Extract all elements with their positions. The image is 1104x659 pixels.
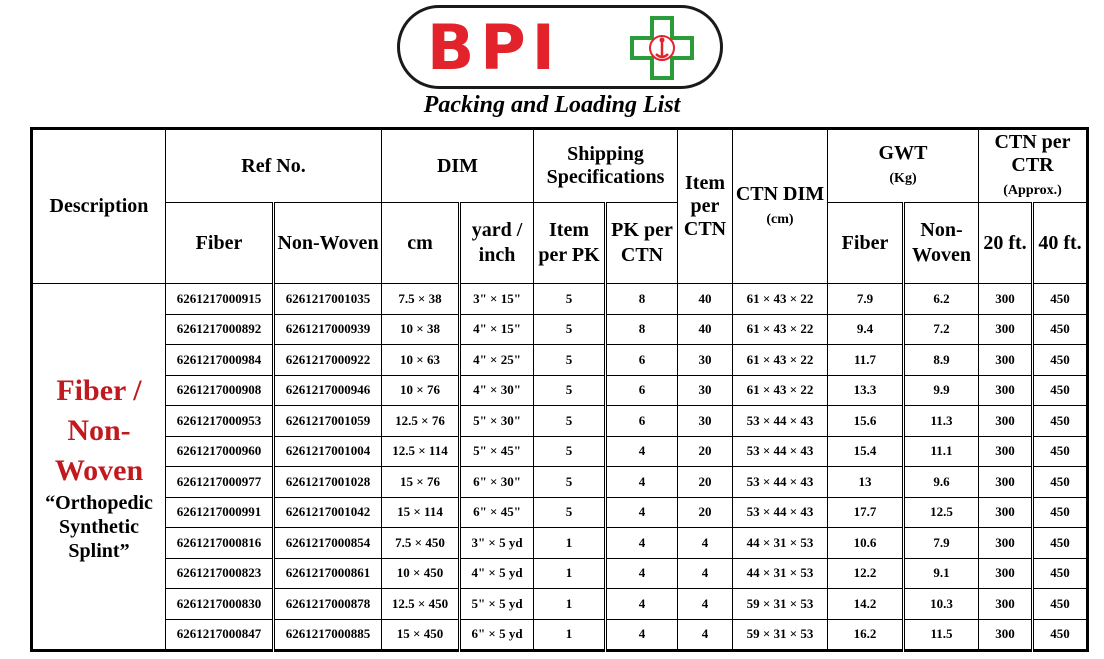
cell-gwt-non-woven: 11.1 bbox=[904, 436, 979, 467]
cell-dim-yard-inch: 6" × 45" bbox=[460, 497, 534, 528]
table-row bbox=[32, 558, 1088, 589]
cell-item-per-pk: 5 bbox=[534, 497, 606, 528]
cell-ref-non-woven: 6261217000878 bbox=[274, 589, 382, 620]
cell-dim-cm: 12.5 × 76 bbox=[382, 406, 460, 437]
header-ref-fiber: Fiber bbox=[166, 203, 274, 284]
cell-ctn-40ft: 450 bbox=[1033, 589, 1088, 620]
cell-ref-fiber: 6261217000915 bbox=[166, 284, 274, 315]
cell-dim-yard-inch: 6" × 30" bbox=[460, 467, 534, 498]
cell-ctn-dim: 44 × 31 × 53 bbox=[733, 528, 828, 559]
cell-dim-cm: 7.5 × 450 bbox=[382, 528, 460, 559]
cell-dim-yard-inch: 6" × 5 yd bbox=[460, 619, 534, 651]
cell-ctn-40ft: 450 bbox=[1033, 558, 1088, 589]
cell-ctn-40ft: 450 bbox=[1033, 314, 1088, 345]
cell-pk-per-ctn: 4 bbox=[606, 528, 678, 559]
cell-pk-per-ctn: 4 bbox=[606, 558, 678, 589]
medical-cross-icon bbox=[630, 16, 694, 80]
cell-ctn-40ft: 450 bbox=[1033, 619, 1088, 651]
cell-ref-non-woven: 6261217000946 bbox=[274, 375, 382, 406]
cell-ctn-20ft: 300 bbox=[979, 528, 1033, 559]
cell-item-per-pk: 1 bbox=[534, 619, 606, 651]
header-ctn-per-ctr-label: CTN per CTR bbox=[994, 130, 1071, 176]
cell-ref-non-woven: 6261217001004 bbox=[274, 436, 382, 467]
cell-dim-yard-inch: 5" × 30" bbox=[460, 406, 534, 437]
cell-ref-fiber: 6261217000892 bbox=[166, 314, 274, 345]
table-row bbox=[32, 528, 1088, 559]
cell-ctn-20ft: 300 bbox=[979, 375, 1033, 406]
cell-ctn-dim: 61 × 43 × 22 bbox=[733, 284, 828, 315]
header-20ft: 20 ft. bbox=[979, 203, 1033, 284]
cell-dim-yard-inch: 5" × 45" bbox=[460, 436, 534, 467]
header-ctn-dim bbox=[733, 129, 828, 284]
table-body bbox=[32, 284, 1088, 651]
cell-ref-fiber: 6261217000908 bbox=[166, 375, 274, 406]
cell-ref-fiber: 6261217000991 bbox=[166, 497, 274, 528]
cell-ctn-dim: 61 × 43 × 22 bbox=[733, 345, 828, 376]
cell-dim-cm: 7.5 × 38 bbox=[382, 284, 460, 315]
cell-dim-cm: 10 × 76 bbox=[382, 375, 460, 406]
cell-item-per-pk: 1 bbox=[534, 589, 606, 620]
description-sub: “Orthopedic Synthetic Splint” bbox=[45, 491, 153, 562]
table-row bbox=[32, 436, 1088, 467]
cell-ctn-20ft: 300 bbox=[979, 558, 1033, 589]
header-ctn-dim-label: CTN DIM bbox=[735, 182, 825, 205]
header-gwt-unit: (Kg) bbox=[889, 171, 917, 186]
cell-gwt-fiber: 13 bbox=[828, 467, 904, 498]
cell-ctn-dim: 44 × 31 × 53 bbox=[733, 558, 828, 589]
header-40ft: 40 ft. bbox=[1033, 203, 1088, 284]
document-title: Packing and Loading List bbox=[423, 92, 681, 118]
cell-ref-fiber: 6261217000977 bbox=[166, 467, 274, 498]
cell-ctn-dim: 53 × 44 × 43 bbox=[733, 497, 828, 528]
cell-ctn-dim: 53 × 44 × 43 bbox=[733, 467, 828, 498]
cell-dim-yard-inch: 4" × 5 yd bbox=[460, 558, 534, 589]
cell-ctn-40ft: 450 bbox=[1033, 497, 1088, 528]
cell-gwt-non-woven: 9.9 bbox=[904, 375, 979, 406]
cell-gwt-non-woven: 7.2 bbox=[904, 314, 979, 345]
cell-ctn-40ft: 450 bbox=[1033, 406, 1088, 437]
table-row bbox=[32, 619, 1088, 651]
cell-pk-per-ctn: 6 bbox=[606, 345, 678, 376]
header-shipping: Shipping Specifications bbox=[534, 129, 678, 203]
cell-pk-per-ctn: 8 bbox=[606, 314, 678, 345]
header-ctn-per-ctr-note: (Approx.) bbox=[1003, 182, 1062, 198]
cell-gwt-non-woven: 8.9 bbox=[904, 345, 979, 376]
cell-item-per-ctn: 20 bbox=[678, 497, 733, 528]
cell-gwt-non-woven: 9.6 bbox=[904, 467, 979, 498]
cell-gwt-non-woven: 9.1 bbox=[904, 558, 979, 589]
cell-ref-non-woven: 6261217001028 bbox=[274, 467, 382, 498]
cell-ref-fiber: 6261217000823 bbox=[166, 558, 274, 589]
cell-ref-non-woven: 6261217001035 bbox=[274, 284, 382, 315]
cell-gwt-non-woven: 6.2 bbox=[904, 284, 979, 315]
cell-ref-fiber: 6261217000816 bbox=[166, 528, 274, 559]
cell-gwt-fiber: 13.3 bbox=[828, 375, 904, 406]
table-row bbox=[32, 589, 1088, 620]
description-cell bbox=[32, 284, 166, 651]
cell-item-per-ctn: 20 bbox=[678, 467, 733, 498]
header-ref-no: Ref No. bbox=[166, 129, 382, 203]
header-item-per-pk: Item per PK bbox=[534, 203, 606, 284]
table-row bbox=[32, 497, 1088, 528]
cell-gwt-fiber: 17.7 bbox=[828, 497, 904, 528]
cell-gwt-fiber: 9.4 bbox=[828, 314, 904, 345]
header-pk-per-ctn: PK per CTN bbox=[606, 203, 678, 284]
cell-gwt-non-woven: 11.5 bbox=[904, 619, 979, 651]
cell-item-per-pk: 5 bbox=[534, 467, 606, 498]
cell-ref-non-woven: 6261217000885 bbox=[274, 619, 382, 651]
cell-ctn-20ft: 300 bbox=[979, 314, 1033, 345]
cell-dim-cm: 12.5 × 450 bbox=[382, 589, 460, 620]
header-ref-non-woven: Non-Woven bbox=[274, 203, 382, 284]
header-dim-cm: cm bbox=[382, 203, 460, 284]
cell-item-per-ctn: 4 bbox=[678, 558, 733, 589]
cell-ctn-20ft: 300 bbox=[979, 619, 1033, 651]
cell-ctn-20ft: 300 bbox=[979, 436, 1033, 467]
cell-gwt-fiber: 7.9 bbox=[828, 284, 904, 315]
cell-ctn-dim: 53 × 44 × 43 bbox=[733, 436, 828, 467]
cell-dim-yard-inch: 3" × 5 yd bbox=[460, 528, 534, 559]
header-description: Description bbox=[32, 129, 166, 284]
cell-pk-per-ctn: 4 bbox=[606, 497, 678, 528]
packing-list-table bbox=[30, 127, 1089, 652]
cell-item-per-pk: 5 bbox=[534, 314, 606, 345]
header-dim-yard-inch: yard / inch bbox=[460, 203, 534, 284]
cell-dim-yard-inch: 5" × 5 yd bbox=[460, 589, 534, 620]
cell-item-per-pk: 5 bbox=[534, 406, 606, 437]
cell-gwt-fiber: 14.2 bbox=[828, 589, 904, 620]
cell-item-per-pk: 1 bbox=[534, 528, 606, 559]
cell-ref-non-woven: 6261217000922 bbox=[274, 345, 382, 376]
cell-gwt-fiber: 15.6 bbox=[828, 406, 904, 437]
description-main: Fiber / Non-Woven bbox=[54, 373, 144, 487]
cell-ctn-20ft: 300 bbox=[979, 284, 1033, 315]
table-row bbox=[32, 314, 1088, 345]
cell-item-per-pk: 5 bbox=[534, 284, 606, 315]
cell-ctn-20ft: 300 bbox=[979, 589, 1033, 620]
header-item-per-ctn: Item per CTN bbox=[678, 129, 733, 284]
cell-ctn-40ft: 450 bbox=[1033, 528, 1088, 559]
cell-pk-per-ctn: 6 bbox=[606, 375, 678, 406]
cell-dim-cm: 10 × 450 bbox=[382, 558, 460, 589]
cell-gwt-fiber: 10.6 bbox=[828, 528, 904, 559]
cell-pk-per-ctn: 4 bbox=[606, 436, 678, 467]
cell-ctn-40ft: 450 bbox=[1033, 436, 1088, 467]
cell-ref-fiber: 6261217000984 bbox=[166, 345, 274, 376]
cell-gwt-non-woven: 7.9 bbox=[904, 528, 979, 559]
cell-ctn-20ft: 300 bbox=[979, 345, 1033, 376]
brand-logo bbox=[397, 5, 723, 89]
table-row bbox=[32, 375, 1088, 406]
table-row bbox=[32, 406, 1088, 437]
cell-dim-cm: 15 × 114 bbox=[382, 497, 460, 528]
cell-ref-fiber: 6261217000960 bbox=[166, 436, 274, 467]
header-gwt bbox=[828, 129, 979, 203]
cell-dim-cm: 10 × 63 bbox=[382, 345, 460, 376]
cell-item-per-ctn: 30 bbox=[678, 345, 733, 376]
cell-ctn-20ft: 300 bbox=[979, 406, 1033, 437]
cell-ctn-dim: 53 × 44 × 43 bbox=[733, 406, 828, 437]
cell-pk-per-ctn: 6 bbox=[606, 406, 678, 437]
cell-ctn-dim: 61 × 43 × 22 bbox=[733, 314, 828, 345]
header-ctn-per-ctr bbox=[979, 129, 1088, 203]
cell-dim-yard-inch: 4" × 25" bbox=[460, 345, 534, 376]
brand-logo-text: BPI bbox=[427, 11, 561, 84]
cell-ctn-40ft: 450 bbox=[1033, 345, 1088, 376]
cell-ctn-dim: 59 × 31 × 53 bbox=[733, 619, 828, 651]
cell-item-per-pk: 5 bbox=[534, 375, 606, 406]
cell-ref-fiber: 6261217000830 bbox=[166, 589, 274, 620]
cell-dim-yard-inch: 4" × 15" bbox=[460, 314, 534, 345]
header-gwt-label: GWT bbox=[878, 142, 928, 164]
cell-gwt-fiber: 16.2 bbox=[828, 619, 904, 651]
cell-item-per-ctn: 4 bbox=[678, 619, 733, 651]
cell-ref-non-woven: 6261217000861 bbox=[274, 558, 382, 589]
cell-gwt-non-woven: 12.5 bbox=[904, 497, 979, 528]
cell-pk-per-ctn: 8 bbox=[606, 284, 678, 315]
cell-dim-yard-inch: 4" × 30" bbox=[460, 375, 534, 406]
cell-gwt-non-woven: 10.3 bbox=[904, 589, 979, 620]
cell-dim-cm: 12.5 × 114 bbox=[382, 436, 460, 467]
cell-ctn-40ft: 450 bbox=[1033, 375, 1088, 406]
cell-gwt-fiber: 11.7 bbox=[828, 345, 904, 376]
cell-item-per-ctn: 30 bbox=[678, 375, 733, 406]
cell-dim-cm: 10 × 38 bbox=[382, 314, 460, 345]
cell-gwt-fiber: 15.4 bbox=[828, 436, 904, 467]
cell-item-per-ctn: 4 bbox=[678, 589, 733, 620]
cell-ref-fiber: 6261217000847 bbox=[166, 619, 274, 651]
table-row bbox=[32, 284, 1088, 315]
cell-pk-per-ctn: 4 bbox=[606, 589, 678, 620]
cell-gwt-fiber: 12.2 bbox=[828, 558, 904, 589]
cell-ctn-dim: 59 × 31 × 53 bbox=[733, 589, 828, 620]
cell-dim-cm: 15 × 76 bbox=[382, 467, 460, 498]
cell-ctn-dim: 61 × 43 × 22 bbox=[733, 375, 828, 406]
cell-dim-cm: 15 × 450 bbox=[382, 619, 460, 651]
cell-item-per-ctn: 40 bbox=[678, 284, 733, 315]
cell-ref-fiber: 6261217000953 bbox=[166, 406, 274, 437]
cell-pk-per-ctn: 4 bbox=[606, 467, 678, 498]
cell-ctn-20ft: 300 bbox=[979, 497, 1033, 528]
header-dim: DIM bbox=[382, 129, 534, 203]
cell-ref-non-woven: 6261217001042 bbox=[274, 497, 382, 528]
cell-item-per-pk: 1 bbox=[534, 558, 606, 589]
cell-dim-yard-inch: 3" × 15" bbox=[460, 284, 534, 315]
header-gwt-fiber: Fiber bbox=[828, 203, 904, 284]
cell-ref-non-woven: 6261217001059 bbox=[274, 406, 382, 437]
cell-item-per-pk: 5 bbox=[534, 436, 606, 467]
cell-item-per-ctn: 20 bbox=[678, 436, 733, 467]
cell-pk-per-ctn: 4 bbox=[606, 619, 678, 651]
cell-item-per-pk: 5 bbox=[534, 345, 606, 376]
table-row bbox=[32, 345, 1088, 376]
cell-ctn-40ft: 450 bbox=[1033, 284, 1088, 315]
cell-item-per-ctn: 4 bbox=[678, 528, 733, 559]
cell-item-per-ctn: 40 bbox=[678, 314, 733, 345]
table-row bbox=[32, 467, 1088, 498]
cell-ref-non-woven: 6261217000939 bbox=[274, 314, 382, 345]
cell-ctn-20ft: 300 bbox=[979, 467, 1033, 498]
header-ctn-dim-unit: (cm) bbox=[766, 211, 794, 227]
cell-item-per-ctn: 30 bbox=[678, 406, 733, 437]
cell-gwt-non-woven: 11.3 bbox=[904, 406, 979, 437]
header-gwt-non-woven: Non-Woven bbox=[904, 203, 979, 284]
cell-ref-non-woven: 6261217000854 bbox=[274, 528, 382, 559]
cell-ctn-40ft: 450 bbox=[1033, 467, 1088, 498]
